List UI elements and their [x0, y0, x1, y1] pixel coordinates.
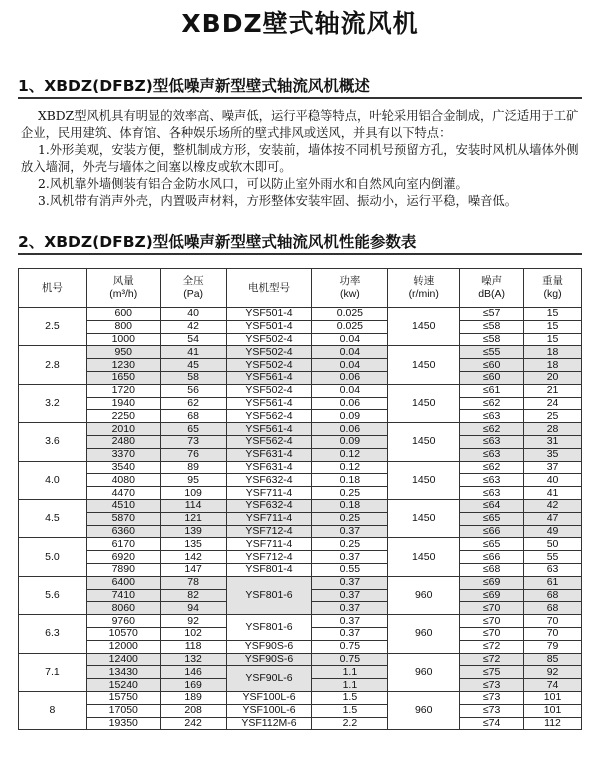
power-cell: 0.025	[312, 320, 388, 333]
motor-model-cell: YSF632-4	[226, 499, 312, 512]
air-volume-cell: 6920	[86, 551, 160, 564]
motor-model-cell: YSF112M-6	[226, 717, 312, 730]
table-row	[19, 576, 582, 589]
table-row	[19, 640, 582, 653]
noise-cell: ≤74	[460, 717, 524, 730]
noise-cell: ≤70	[460, 627, 524, 640]
air-volume-cell: 15240	[86, 679, 160, 692]
total-pressure-cell: 54	[160, 333, 226, 346]
total-pressure-cell: 169	[160, 679, 226, 692]
table-row	[19, 538, 582, 551]
header-unit: dB(A)	[478, 288, 506, 300]
weight-cell: 68	[524, 589, 582, 602]
air-volume-cell: 3540	[86, 461, 160, 474]
noise-cell: ≤73	[460, 691, 524, 704]
power-cell: 0.25	[312, 487, 388, 500]
weight-cell: 41	[524, 487, 582, 500]
machine-no-cell: 3.2	[19, 384, 87, 422]
air-volume-cell: 2480	[86, 435, 160, 448]
weight-cell: 70	[524, 615, 582, 628]
header-power	[312, 269, 388, 308]
noise-cell: ≤72	[460, 640, 524, 653]
header-total-pressure	[160, 269, 226, 308]
noise-cell: ≤57	[460, 308, 524, 321]
header-label: 噪声	[481, 275, 503, 287]
table-header-row	[19, 269, 582, 308]
machine-no-cell: 6.3	[19, 615, 87, 653]
power-cell: 1.1	[312, 679, 388, 692]
weight-cell: 18	[524, 359, 582, 372]
weight-cell: 25	[524, 410, 582, 423]
total-pressure-cell: 42	[160, 320, 226, 333]
air-volume-cell: 600	[86, 308, 160, 321]
machine-no-cell: 2.5	[19, 308, 87, 346]
air-volume-cell: 15750	[86, 691, 160, 704]
motor-model-cell: YSF501-4	[226, 308, 312, 321]
table-row	[19, 371, 582, 384]
weight-cell: 85	[524, 653, 582, 666]
power-cell: 0.37	[312, 525, 388, 538]
noise-cell: ≤66	[460, 525, 524, 538]
weight-cell: 18	[524, 346, 582, 359]
air-volume-cell: 6170	[86, 538, 160, 551]
speed-cell: 960	[388, 576, 460, 614]
table-row	[19, 487, 582, 500]
table-row	[19, 423, 582, 436]
noise-cell: ≤58	[460, 333, 524, 346]
air-volume-cell: 800	[86, 320, 160, 333]
table-row	[19, 474, 582, 487]
speed-cell: 1450	[388, 384, 460, 422]
total-pressure-cell: 68	[160, 410, 226, 423]
header-label: 重量	[542, 275, 564, 287]
weight-cell: 70	[524, 627, 582, 640]
air-volume-cell: 3370	[86, 448, 160, 461]
table-row	[19, 308, 582, 321]
weight-cell: 101	[524, 704, 582, 717]
speed-cell: 1450	[388, 538, 460, 576]
total-pressure-cell: 92	[160, 615, 226, 628]
table-row	[19, 320, 582, 333]
power-cell: 0.37	[312, 576, 388, 589]
noise-cell: ≤55	[460, 346, 524, 359]
weight-cell: 101	[524, 691, 582, 704]
header-unit: (r/min)	[408, 288, 439, 300]
weight-cell: 47	[524, 512, 582, 525]
table-row	[19, 410, 582, 423]
power-cell: 0.25	[312, 538, 388, 551]
header-label: 功率	[339, 275, 361, 287]
motor-model-cell: YSF711-4	[226, 538, 312, 551]
section-2-divider	[18, 253, 582, 255]
total-pressure-cell: 95	[160, 474, 226, 487]
power-cell: 0.18	[312, 499, 388, 512]
table-row	[19, 346, 582, 359]
power-cell: 0.04	[312, 384, 388, 397]
header-motor-model	[226, 269, 312, 308]
air-volume-cell: 1650	[86, 371, 160, 384]
weight-cell: 63	[524, 563, 582, 576]
weight-cell: 50	[524, 538, 582, 551]
table-row	[19, 666, 582, 679]
total-pressure-cell: 135	[160, 538, 226, 551]
table-row	[19, 448, 582, 461]
weight-cell: 35	[524, 448, 582, 461]
power-cell: 0.37	[312, 615, 388, 628]
total-pressure-cell: 58	[160, 371, 226, 384]
table-row	[19, 717, 582, 730]
motor-model-cell: YSF502-4	[226, 333, 312, 346]
speed-cell: 1450	[388, 461, 460, 499]
header-noise	[460, 269, 524, 308]
noise-cell: ≤62	[460, 397, 524, 410]
weight-cell: 55	[524, 551, 582, 564]
noise-cell: ≤62	[460, 461, 524, 474]
motor-model-cell: YSF712-4	[226, 551, 312, 564]
weight-cell: 15	[524, 320, 582, 333]
table-row	[19, 704, 582, 717]
power-cell: 0.55	[312, 563, 388, 576]
power-cell: 1.5	[312, 704, 388, 717]
air-volume-cell: 4080	[86, 474, 160, 487]
weight-cell: 61	[524, 576, 582, 589]
weight-cell: 20	[524, 371, 582, 384]
speed-cell: 1450	[388, 499, 460, 537]
noise-cell: ≤65	[460, 512, 524, 525]
weight-cell: 112	[524, 717, 582, 730]
table-row	[19, 551, 582, 564]
noise-cell: ≤65	[460, 538, 524, 551]
table-row	[19, 384, 582, 397]
speed-cell: 960	[388, 653, 460, 691]
total-pressure-cell: 89	[160, 461, 226, 474]
power-cell: 0.09	[312, 410, 388, 423]
header-unit: (kw)	[339, 288, 360, 300]
motor-model-cell: YSF631-4	[226, 461, 312, 474]
noise-cell: ≤64	[460, 499, 524, 512]
table-row	[19, 525, 582, 538]
section-1-heading: 1、XBDZ(DFBZ)型低噪声新型壁式轴流风机概述	[18, 77, 370, 95]
noise-cell: ≤66	[460, 551, 524, 564]
weight-cell: 79	[524, 640, 582, 653]
power-cell: 0.18	[312, 474, 388, 487]
weight-cell: 21	[524, 384, 582, 397]
header-unit: (m³/h)	[109, 288, 138, 300]
motor-model-cell: YSF90S-6	[226, 640, 312, 653]
speed-cell: 960	[388, 615, 460, 653]
power-cell: 0.04	[312, 346, 388, 359]
table-row	[19, 359, 582, 372]
weight-cell: 49	[524, 525, 582, 538]
noise-cell: ≤75	[460, 666, 524, 679]
motor-model-cell: YSF90S-6	[226, 653, 312, 666]
motor-model-cell: YSF711-4	[226, 487, 312, 500]
section-1-divider	[18, 97, 582, 99]
header-speed	[388, 269, 460, 308]
power-cell: 0.12	[312, 448, 388, 461]
noise-cell: ≤68	[460, 563, 524, 576]
header-label: 机号	[41, 281, 63, 294]
motor-model-cell: YSF631-4	[226, 448, 312, 461]
total-pressure-cell: 94	[160, 602, 226, 615]
table-row	[19, 333, 582, 346]
total-pressure-cell: 102	[160, 627, 226, 640]
air-volume-cell: 1720	[86, 384, 160, 397]
motor-model-cell: YSF801-4	[226, 563, 312, 576]
power-cell: 0.04	[312, 333, 388, 346]
header-label: 风量	[112, 275, 134, 287]
air-volume-cell: 1940	[86, 397, 160, 410]
speed-cell: 1450	[388, 423, 460, 461]
air-volume-cell: 7410	[86, 589, 160, 602]
table-row	[19, 397, 582, 410]
air-volume-cell: 5870	[86, 512, 160, 525]
total-pressure-cell: 82	[160, 589, 226, 602]
power-cell: 0.04	[312, 359, 388, 372]
total-pressure-cell: 132	[160, 653, 226, 666]
noise-cell: ≤60	[460, 359, 524, 372]
weight-cell: 31	[524, 435, 582, 448]
motor-model-cell: YSF712-4	[226, 525, 312, 538]
noise-cell: ≤72	[460, 653, 524, 666]
air-volume-cell: 950	[86, 346, 160, 359]
noise-cell: ≤63	[460, 435, 524, 448]
motor-model-cell: YSF502-4	[226, 359, 312, 372]
table-row	[19, 435, 582, 448]
air-volume-cell: 9760	[86, 615, 160, 628]
air-volume-cell: 7890	[86, 563, 160, 576]
motor-model-cell: YSF562-4	[226, 435, 312, 448]
table-row	[19, 615, 582, 628]
motor-model-cell: YSF502-4	[226, 346, 312, 359]
power-cell: 0.75	[312, 640, 388, 653]
total-pressure-cell: 242	[160, 717, 226, 730]
power-cell: 0.06	[312, 397, 388, 410]
power-cell: 0.025	[312, 308, 388, 321]
motor-model-cell: YSF801-6	[226, 576, 312, 614]
total-pressure-cell: 189	[160, 691, 226, 704]
header-label: 电机型号	[248, 281, 290, 294]
weight-cell: 37	[524, 461, 582, 474]
total-pressure-cell: 41	[160, 346, 226, 359]
air-volume-cell: 4510	[86, 499, 160, 512]
air-volume-cell: 8060	[86, 602, 160, 615]
machine-no-cell: 4.5	[19, 499, 87, 537]
header-label: 全压	[182, 275, 204, 287]
power-cell: 0.09	[312, 435, 388, 448]
table-row	[19, 563, 582, 576]
machine-no-cell: 8	[19, 691, 87, 729]
header-weight	[524, 269, 582, 308]
air-volume-cell: 19350	[86, 717, 160, 730]
noise-cell: ≤63	[460, 474, 524, 487]
total-pressure-cell: 139	[160, 525, 226, 538]
power-cell: 1.1	[312, 666, 388, 679]
table-row	[19, 653, 582, 666]
feature-point-3: 3.风机带有消声外壳，内置吸声材料，方形整体安装牢固、振动小，运行平稳，噪音低。	[38, 194, 518, 208]
header-unit: (Pa)	[183, 288, 204, 300]
noise-cell: ≤58	[460, 320, 524, 333]
overview-text	[21, 108, 587, 210]
noise-cell: ≤73	[460, 704, 524, 717]
power-cell: 0.37	[312, 602, 388, 615]
header-label: 转速	[413, 275, 435, 287]
total-pressure-cell: 146	[160, 666, 226, 679]
power-cell: 0.25	[312, 512, 388, 525]
table-row	[19, 461, 582, 474]
total-pressure-cell: 65	[160, 423, 226, 436]
total-pressure-cell: 114	[160, 499, 226, 512]
total-pressure-cell: 147	[160, 563, 226, 576]
power-cell: 2.2	[312, 717, 388, 730]
noise-cell: ≤63	[460, 410, 524, 423]
air-volume-cell: 10570	[86, 627, 160, 640]
total-pressure-cell: 73	[160, 435, 226, 448]
air-volume-cell: 13430	[86, 666, 160, 679]
total-pressure-cell: 118	[160, 640, 226, 653]
air-volume-cell: 2250	[86, 410, 160, 423]
noise-cell: ≤69	[460, 576, 524, 589]
power-cell: 0.37	[312, 551, 388, 564]
noise-cell: ≤62	[460, 423, 524, 436]
power-cell: 0.06	[312, 371, 388, 384]
machine-no-cell: 2.8	[19, 346, 87, 384]
header-unit: (kg)	[543, 288, 562, 300]
overview-intro: XBDZ型风机具有明显的效率高、噪声低，运行平稳等特点，叶轮采用铝合金制成，广泛适用于工矿企业，民用建筑、体育馆、各种娱乐场所的壁式排风或送风，并具有以下特点：	[21, 109, 579, 140]
air-volume-cell: 1230	[86, 359, 160, 372]
motor-model-cell: YSF561-4	[226, 397, 312, 410]
motor-model-cell: YSF562-4	[226, 410, 312, 423]
weight-cell: 15	[524, 308, 582, 321]
total-pressure-cell: 62	[160, 397, 226, 410]
power-cell: 0.06	[312, 423, 388, 436]
machine-no-cell: 5.6	[19, 576, 87, 614]
air-volume-cell: 2010	[86, 423, 160, 436]
table-row	[19, 691, 582, 704]
noise-cell: ≤63	[460, 448, 524, 461]
motor-model-cell: YSF711-4	[226, 512, 312, 525]
power-cell: 0.37	[312, 589, 388, 602]
total-pressure-cell: 76	[160, 448, 226, 461]
noise-cell: ≤61	[460, 384, 524, 397]
machine-no-cell: 4.0	[19, 461, 87, 499]
weight-cell: 74	[524, 679, 582, 692]
motor-model-cell: YSF100L-6	[226, 691, 312, 704]
air-volume-cell: 4470	[86, 487, 160, 500]
air-volume-cell: 12400	[86, 653, 160, 666]
weight-cell: 68	[524, 602, 582, 615]
speed-cell: 960	[388, 691, 460, 729]
noise-cell: ≤70	[460, 602, 524, 615]
weight-cell: 24	[524, 397, 582, 410]
total-pressure-cell: 40	[160, 308, 226, 321]
total-pressure-cell: 142	[160, 551, 226, 564]
motor-model-cell: YSF100L-6	[226, 704, 312, 717]
air-volume-cell: 1000	[86, 333, 160, 346]
power-cell: 0.75	[312, 653, 388, 666]
motor-model-cell: YSF632-4	[226, 474, 312, 487]
feature-point-2: 2.风机靠外墙侧装有铝合金防水风口，可以防止室外雨水和自然风向室内倒灌。	[38, 177, 468, 191]
machine-no-cell: 7.1	[19, 653, 87, 691]
table-body	[19, 308, 582, 730]
air-volume-cell: 12000	[86, 640, 160, 653]
page-title: XBDZ壁式轴流风机	[181, 9, 419, 38]
noise-cell: ≤60	[460, 371, 524, 384]
air-volume-cell: 17050	[86, 704, 160, 717]
header-machine-no	[19, 269, 87, 308]
weight-cell: 42	[524, 499, 582, 512]
speed-cell: 1450	[388, 346, 460, 384]
air-volume-cell: 6360	[86, 525, 160, 538]
machine-no-cell: 3.6	[19, 423, 87, 461]
motor-model-cell: YSF90L-6	[226, 666, 312, 692]
motor-model-cell: YSF501-4	[226, 320, 312, 333]
power-cell: 1.5	[312, 691, 388, 704]
weight-cell: 15	[524, 333, 582, 346]
total-pressure-cell: 78	[160, 576, 226, 589]
motor-model-cell: YSF502-4	[226, 384, 312, 397]
weight-cell: 40	[524, 474, 582, 487]
section-2-heading: 2、XBDZ(DFBZ)型低噪声新型壁式轴流风机性能参数表	[18, 233, 417, 251]
total-pressure-cell: 45	[160, 359, 226, 372]
power-cell: 0.37	[312, 627, 388, 640]
table-row	[19, 512, 582, 525]
total-pressure-cell: 121	[160, 512, 226, 525]
noise-cell: ≤63	[460, 487, 524, 500]
header-air-volume	[86, 269, 160, 308]
performance-table	[18, 268, 582, 730]
noise-cell: ≤73	[460, 679, 524, 692]
motor-model-cell: YSF801-6	[226, 615, 312, 641]
machine-no-cell: 5.0	[19, 538, 87, 576]
total-pressure-cell: 56	[160, 384, 226, 397]
feature-point-1: 1.外形美观，安装方便，整机制成方形，安装前，墙体按不同机号预留方孔，安装时风机从墙体外侧放入墙洞，外壳与墙体之间塞以橡皮或软木即可。	[21, 143, 579, 174]
motor-model-cell: YSF561-4	[226, 371, 312, 384]
total-pressure-cell: 208	[160, 704, 226, 717]
motor-model-cell: YSF561-4	[226, 423, 312, 436]
table-row	[19, 499, 582, 512]
noise-cell: ≤69	[460, 589, 524, 602]
noise-cell: ≤70	[460, 615, 524, 628]
air-volume-cell: 6400	[86, 576, 160, 589]
total-pressure-cell: 109	[160, 487, 226, 500]
power-cell: 0.12	[312, 461, 388, 474]
weight-cell: 92	[524, 666, 582, 679]
weight-cell: 28	[524, 423, 582, 436]
speed-cell: 1450	[388, 308, 460, 346]
